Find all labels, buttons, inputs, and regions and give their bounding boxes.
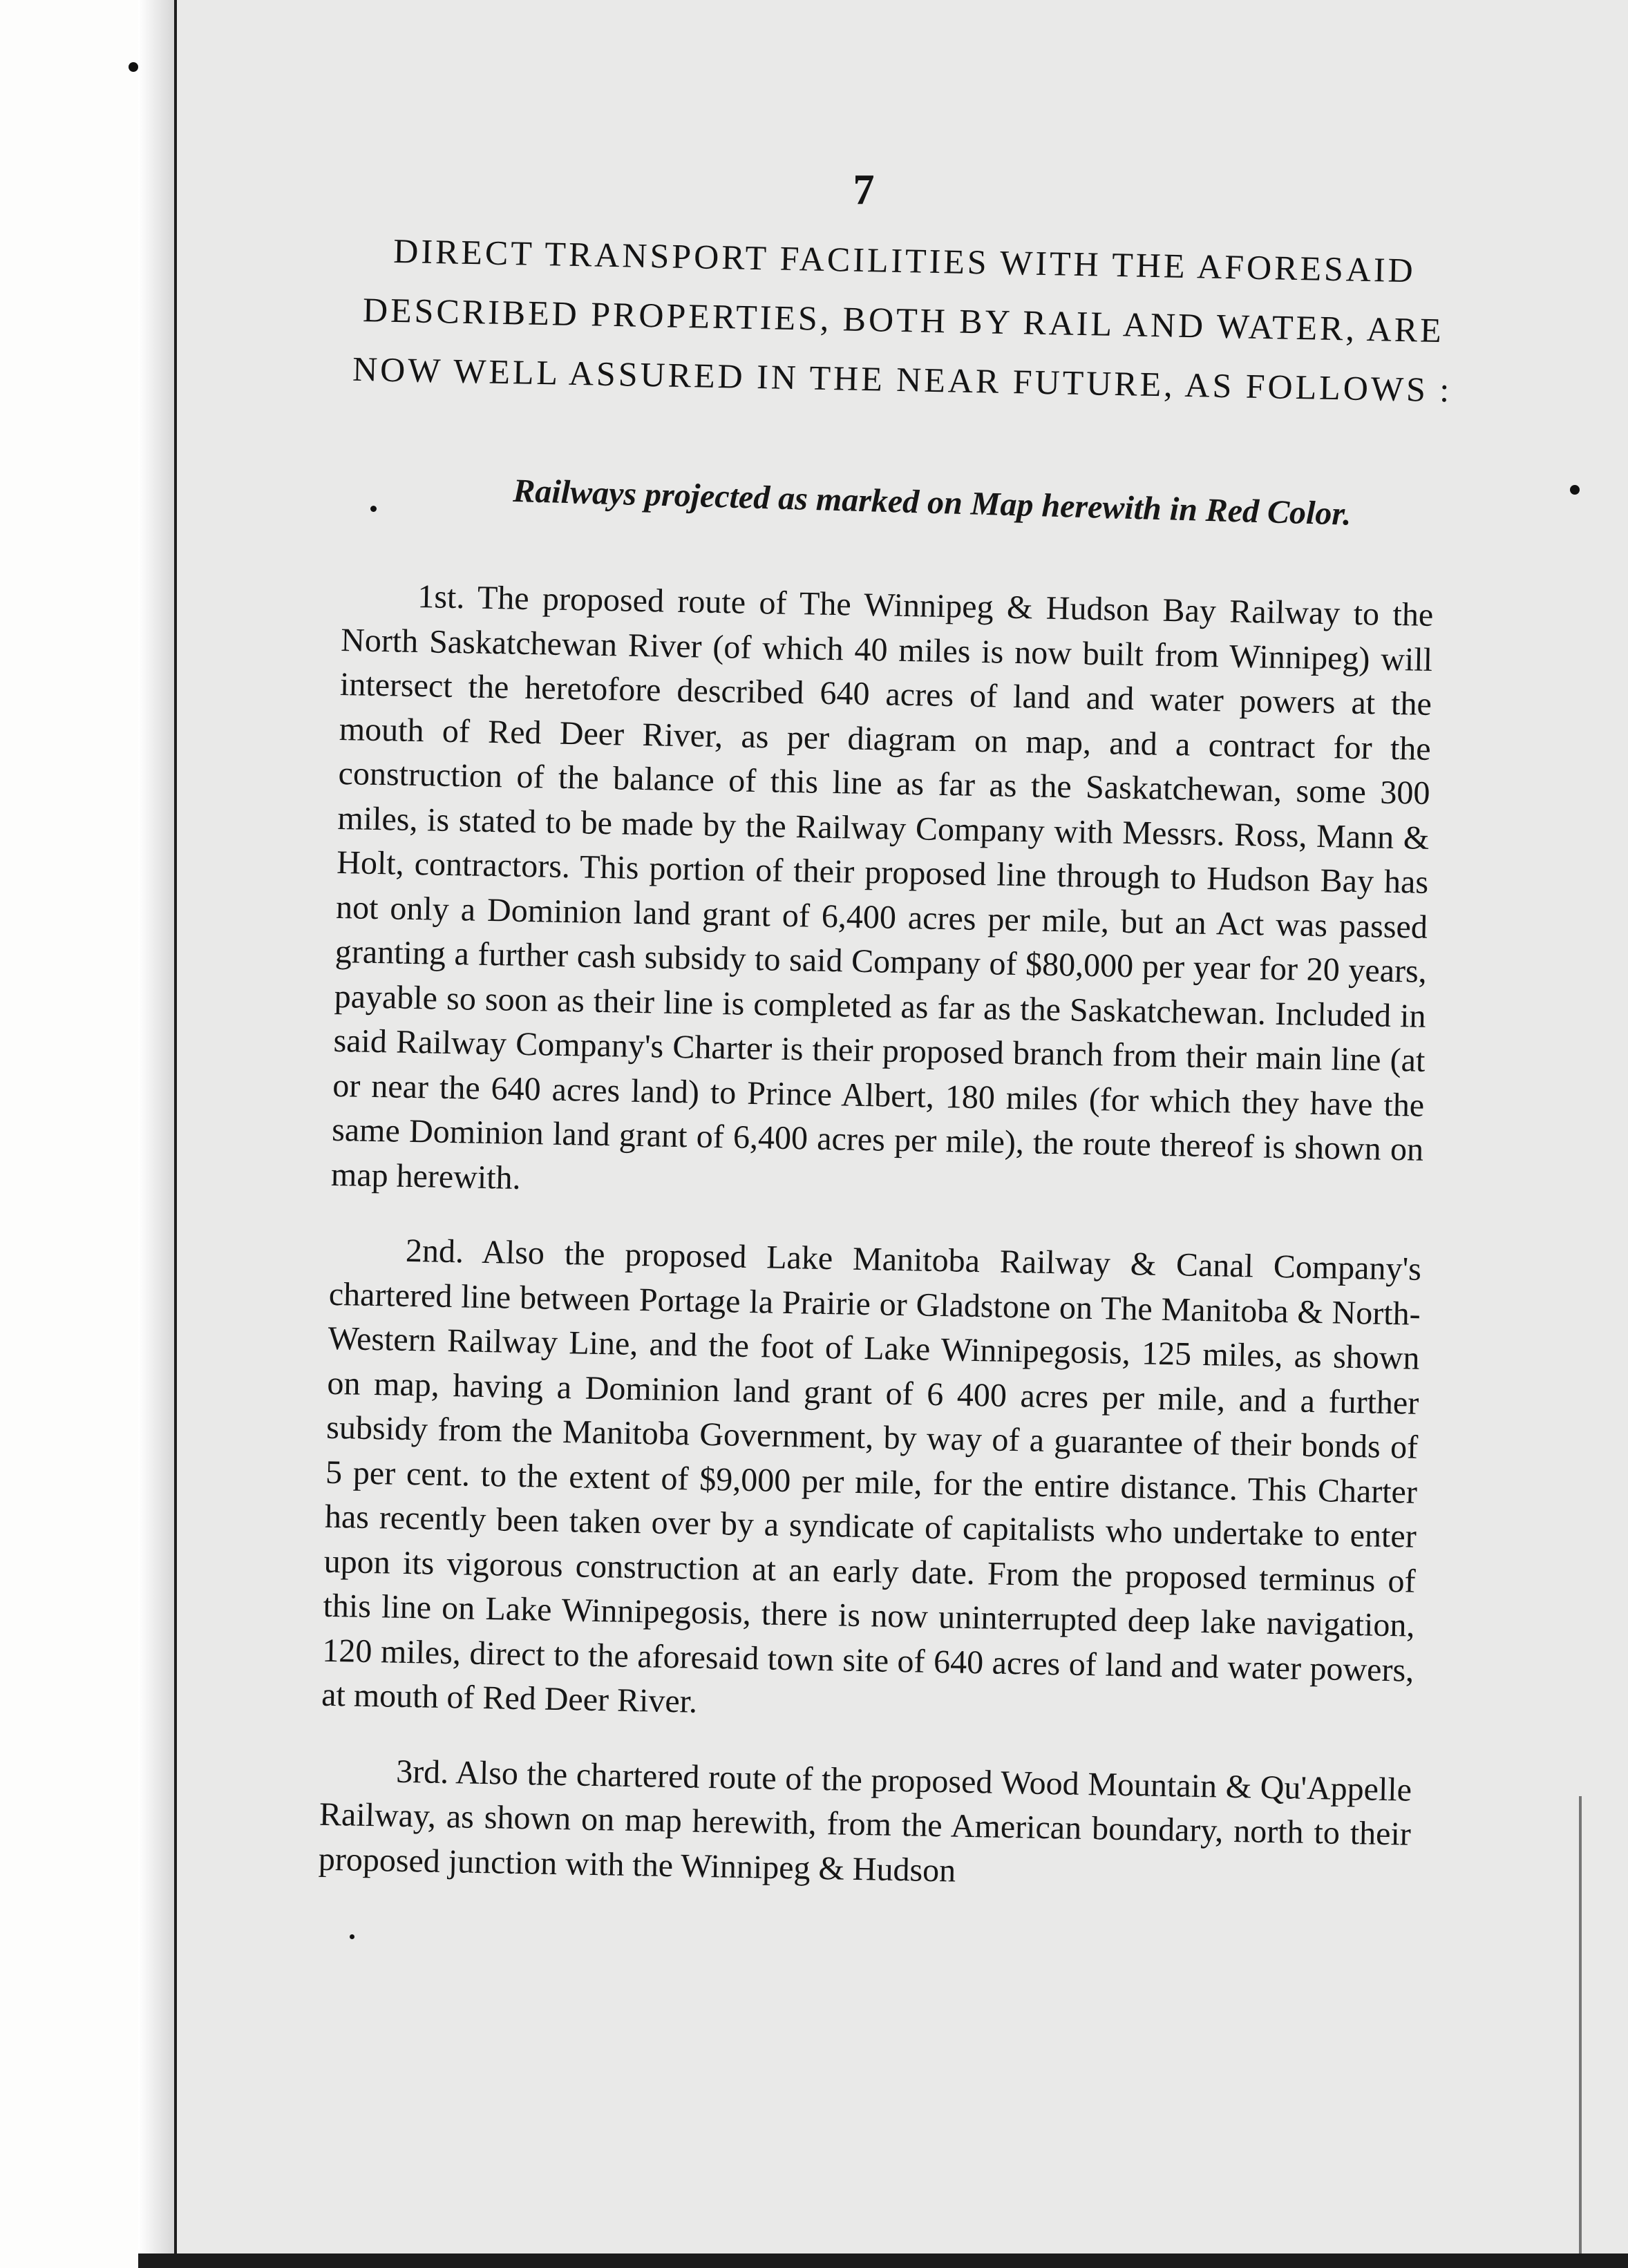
page-edge-line	[1579, 1796, 1582, 2268]
paragraph-second: 2nd. Also the proposed Lake Manitoba Railway & Canal Company's chartered line between Portage la Prairie or Gladstone on The Manitoba & North-Western Railway Line, and the foot of Lake Winnipegosis, 125 miles, as shown on map, having a Dominion land grant of 6 400 acres per mile, and a further subsidy from the Manitoba Government, by way of a guarantee of their bonds of 5 per cent. to the extent of $9,000 per mile, for the entire distance. This Charter has recently been taken over by a syndicate of capitalists who undertake to enter upon its vigorous construction at an early date. From the proposed terminus of this line on Lake Winnipegosis, there is now uninterrupted deep lake navigation, 120 miles, direct to the aforesaid town site of 640 acres of land and water powers, at mouth of Red Deer River.	[321, 1232, 1422, 1720]
margin-speck	[350, 1934, 354, 1939]
paragraph-third: 3rd. Also the chartered route of the proposed Wood Mountain & Qu'Appelle Railway, as shown on map herewith, from the American boundary, north to their proposed junction with the Winnipeg & Hudson	[318, 1753, 1412, 1889]
margin-speck	[129, 62, 138, 72]
binding-gutter	[138, 0, 174, 2268]
section-heading: DIRECT TRANSPORT FACILITIES WITH THE AFORESAID DESCRIBED PROPERTIES, BOTH BY RAIL AND WATER, ARE NOW WELL ASSURED IN THE NEAR FUTURE, AS FOLLOWS :	[352, 231, 1452, 410]
page-number: 7	[853, 166, 875, 213]
page-bottom-edge	[138, 2253, 1628, 2268]
section-subheading: Railways projected as marked on Map herewith in Red Color.	[512, 472, 1352, 533]
paragraph-first: 1st. The proposed route of The Winnipeg & Hudson Bay Railway to the North Saskatchewan River (of which 40 miles is now built from Winnipeg) will intersect the heretofore described 640 acres of land and water powers at the mouth of Red Deer River, as per diagram on map, and a contract for the construction of the balance of this line as far as the Saskatchewan, some 300 miles, is stated to be made by the Railway Company with Messrs. Ross, Mann & Holt, contractors. This portion of their proposed line through to Hudson Bay has not only a Dominion land grant of 6,400 acres per mile, but an Act was passed granting a further cash subsidy to said Company of $80,000 per year for 20 years, payable so soon as their line is completed as far as the Saskatchewan. Included in said Railway Company's Charter is their proposed branch from their main line (at or near the 640 acres land) to Prince Albert, 180 miles (for which they have the same Dominion land grant of 6,400 acres per mile), the route thereof is shown on map herewith.	[330, 578, 1434, 1197]
margin-speck	[370, 506, 377, 512]
body-text	[317, 573, 1433, 1932]
margin-speck	[1570, 485, 1580, 495]
